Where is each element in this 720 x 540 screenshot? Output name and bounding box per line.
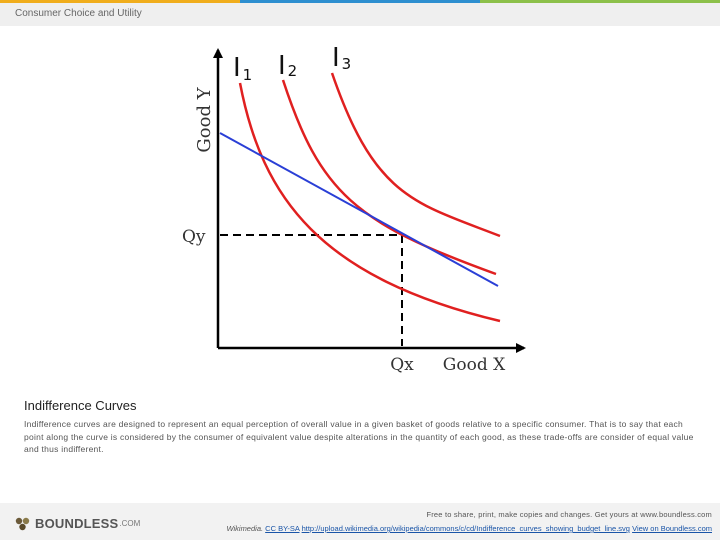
curve-label-i1-sub: 1 [242,66,253,84]
boundless-logo-icon [15,517,31,531]
curve-label-i2-sub: 2 [287,62,298,80]
curve-label-i2 [278,51,297,81]
footer-attribution [226,524,712,533]
logo-text: BOUNDLESS [35,516,119,531]
caption-body: Indifference curves are designed to represent an equal perception of overall value in a given basket of goods relative to a specific consumer. That is to say that each point along the curve is considered by the consumer of equivalent value despite alterations in the quantity of each good, as these trade-offs are consider of equal value and thus indifferent. [24,419,694,454]
indifference-curve-2 [283,80,496,274]
slide-title: Consumer Choice and Utility [15,8,142,19]
qy-label: Qy [182,227,206,247]
license-link[interactable]: CC BY-SA [265,524,300,533]
qx-label: Qx [390,355,414,375]
source-url-link[interactable]: http://upload.wikimedia.org/wikipedia/commons/c/cd/Indifference_curves_showing_budget_line.svg [301,524,630,533]
curve-label-i2-letter: I [278,51,286,81]
diagram-svg [180,38,540,378]
x-axis-label: Good X [442,355,506,375]
curve-label-i3-sub: 3 [341,55,352,73]
curve-label-i1 [233,53,252,84]
attribution-source: Wikimedia. [226,524,264,533]
boundless-logo[interactable] [15,516,140,531]
slide-header [0,3,720,26]
view-on-boundless-link[interactable]: View on Boundless.com [632,524,712,533]
budget-line [220,133,498,286]
indifference-curve-3 [332,73,500,236]
y-axis-label: Good Y [194,87,215,153]
curve-label-i3-letter: I [332,43,340,73]
footer [0,503,720,540]
indifference-curve-diagram [180,38,540,378]
footer-share-text: Free to share, print, make copies and changes. Get yours at www.boundless.com [426,510,712,519]
indifference-curve-1 [240,83,500,321]
logo-suffix: .COM [119,519,141,528]
caption-title: Indifference Curves [24,398,137,413]
curve-label-i3 [332,43,351,73]
curve-label-i1-letter: I [233,53,241,83]
